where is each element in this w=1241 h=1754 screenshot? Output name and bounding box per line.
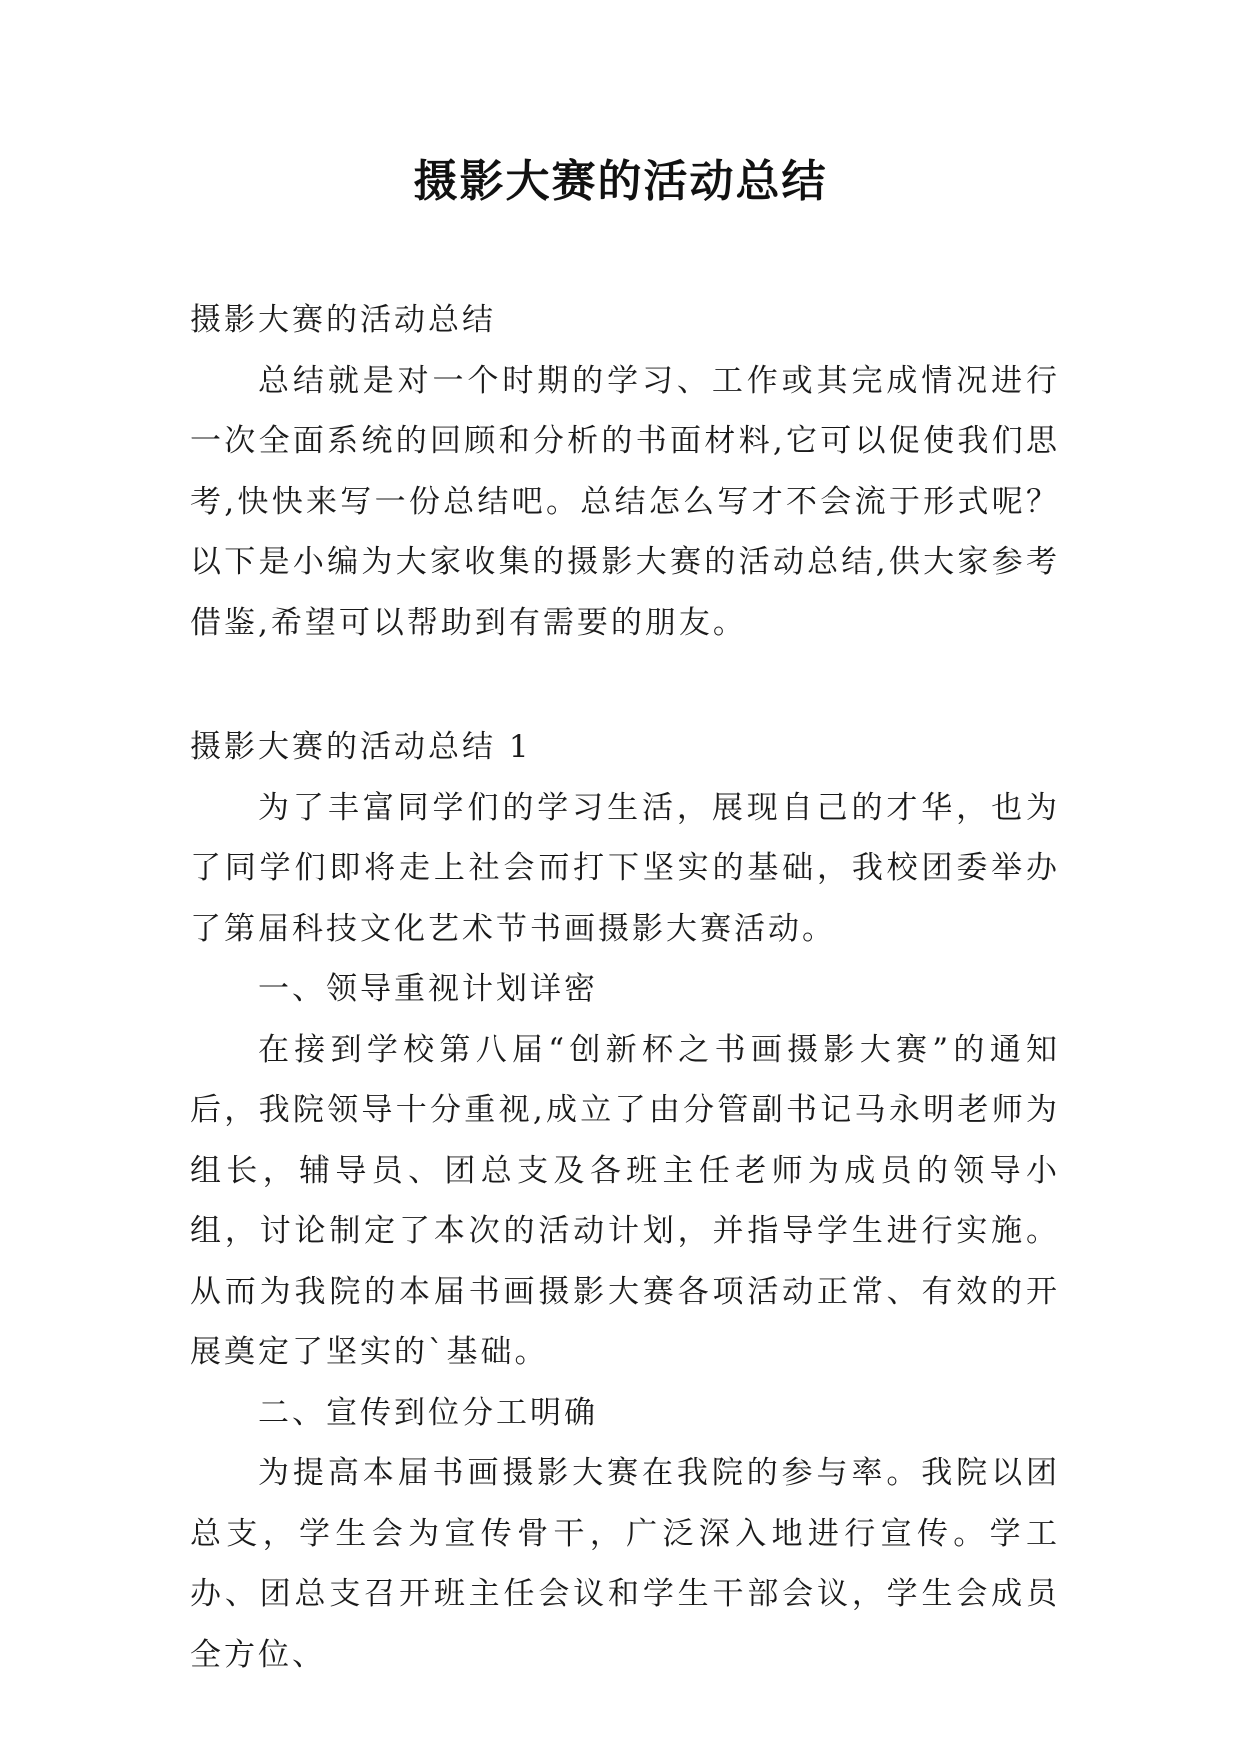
document-body <box>190 290 1060 1685</box>
subheading-two: 二、宣传到位分工明确 <box>258 1394 598 1431</box>
subheading-one: 一、领导重视计划详密 <box>258 971 598 1007</box>
intro-paragraph: 总结就是对一个时期的学习、工作或其完成情况进行一次全面系统的回顾和分析的书面材料,它可以促使我们思考,快快来写一份总结吧。总结怎么写才不会流于形式呢？以下是小编为大家收集的摄影大赛的活动总结,供大家参考借鉴,希望可以帮助到有需要的朋友。 <box>190 362 1060 641</box>
paragraph-one: 在接到学校第八届“创新杯之书画摄影大赛”的通知后，我院领导十分重视,成立了由分管副书记马永明老师为组长，辅导员、团总支及各班主任老师为成员的领导小组，讨论制定了本次的活动计划，并指导学生进行实施。从而为我院的本届书画摄影大赛各项活动正常、有效的开展奠定了坚实的`基础。 <box>190 1031 1060 1370</box>
section-paragraph: 为了丰富同学们的学习生活，展现自己的才华，也为了同学们即将走上社会而打下坚实的基础，我校团委举办了第届科技文化艺术节书画摄影大赛活动。 <box>190 789 1060 947</box>
document-subtitle: 摄影大赛的活动总结 <box>190 302 496 338</box>
document-title: 摄影大赛的活动总结 <box>413 156 828 207</box>
paragraph-two: 为提高本届书画摄影大赛在我院的参与率。我院以团总支，学生会为宣传骨干，广泛深入地进行宣传。学工办、团总支召开班主任会议和学生干部会议，学生会成员全方位、 <box>190 1455 1060 1673</box>
section-heading: 摄影大赛的活动总结 1 <box>190 729 532 765</box>
section-spacer <box>190 653 1060 717</box>
